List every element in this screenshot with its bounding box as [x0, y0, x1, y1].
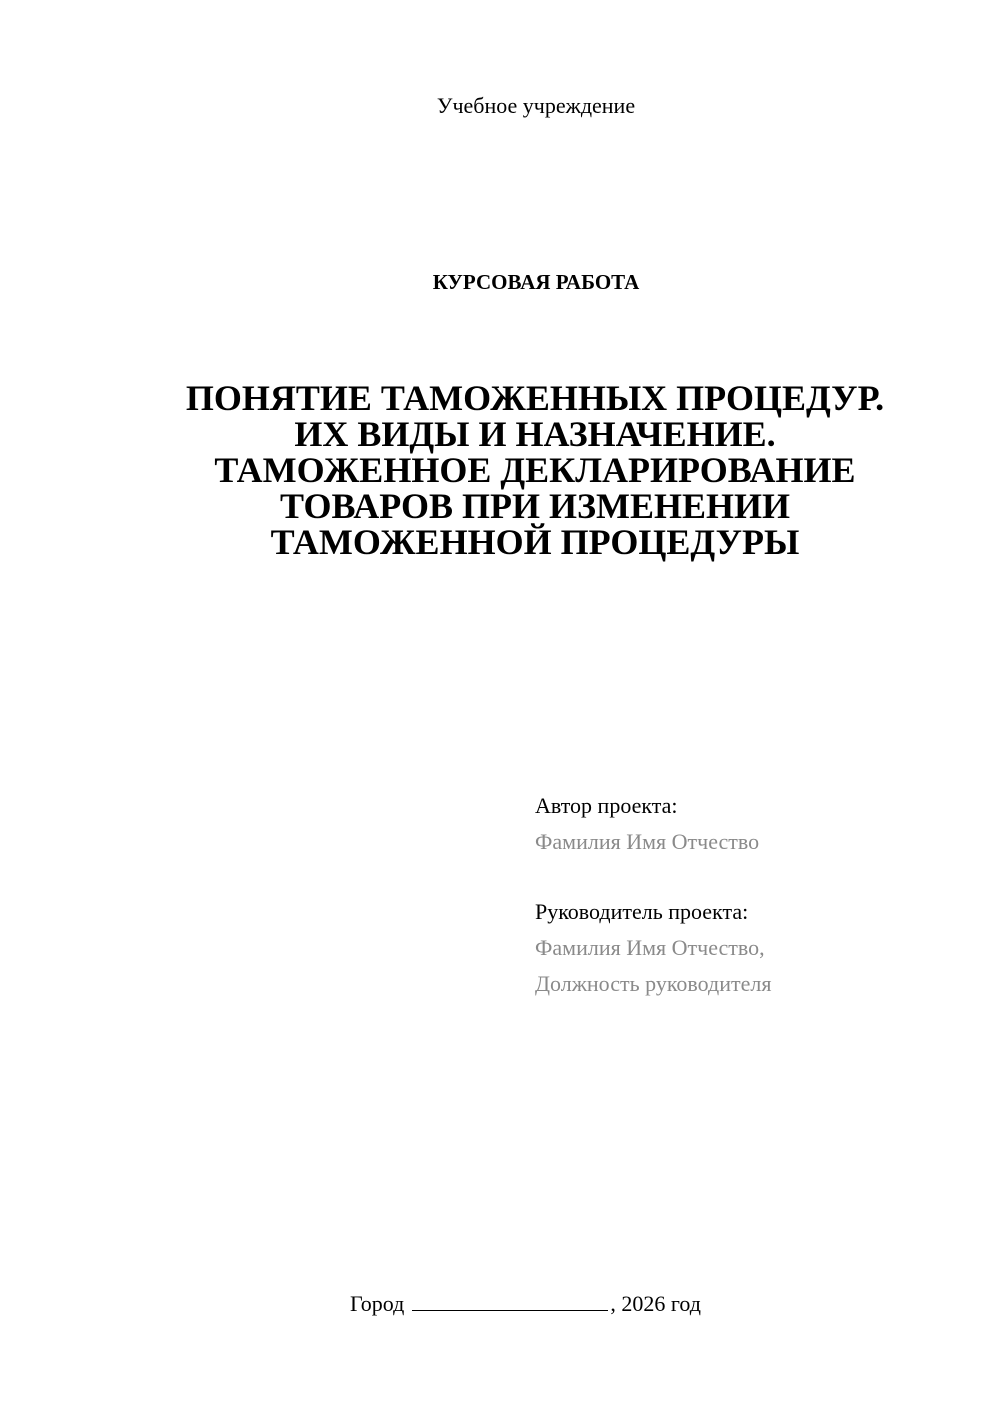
city-year-line — [350, 1290, 850, 1318]
title-line: ТАМОЖЕННОЕ ДЕКЛАРИРОВАНИЕ — [214, 450, 856, 490]
supervisor-label: Руководитель проекта: — [535, 899, 749, 924]
work-type: КУРСОВАЯ РАБОТА — [432, 270, 640, 294]
supervisor-name: Фамилия Имя Отчество, — [535, 935, 765, 960]
credits-spacer — [535, 860, 955, 894]
author-name: Фамилия Имя Отчество — [535, 829, 760, 854]
supervisor-position: Должность руководителя — [535, 971, 772, 996]
title-line: ИХ ВИДЫ И НАЗНАЧЕНИЕ. — [294, 414, 776, 454]
author-label: Автор проекта: — [535, 793, 678, 818]
institution-name: Учебное учреждение — [436, 93, 636, 118]
title-line: ПОНЯТИЕ ТАМОЖЕННЫХ ПРОЦЕДУР. — [185, 378, 885, 418]
document-title — [100, 380, 970, 560]
title-line: ТАМОЖЕННОЙ ПРОЦЕДУРЫ — [270, 522, 800, 562]
city-label: Город — [350, 1291, 405, 1316]
credits-block — [535, 788, 955, 1002]
city-blank-line — [412, 1290, 608, 1311]
year-text: , 2026 год — [610, 1291, 701, 1316]
title-line: ТОВАРОВ ПРИ ИЗМЕНЕНИИ — [279, 486, 791, 526]
